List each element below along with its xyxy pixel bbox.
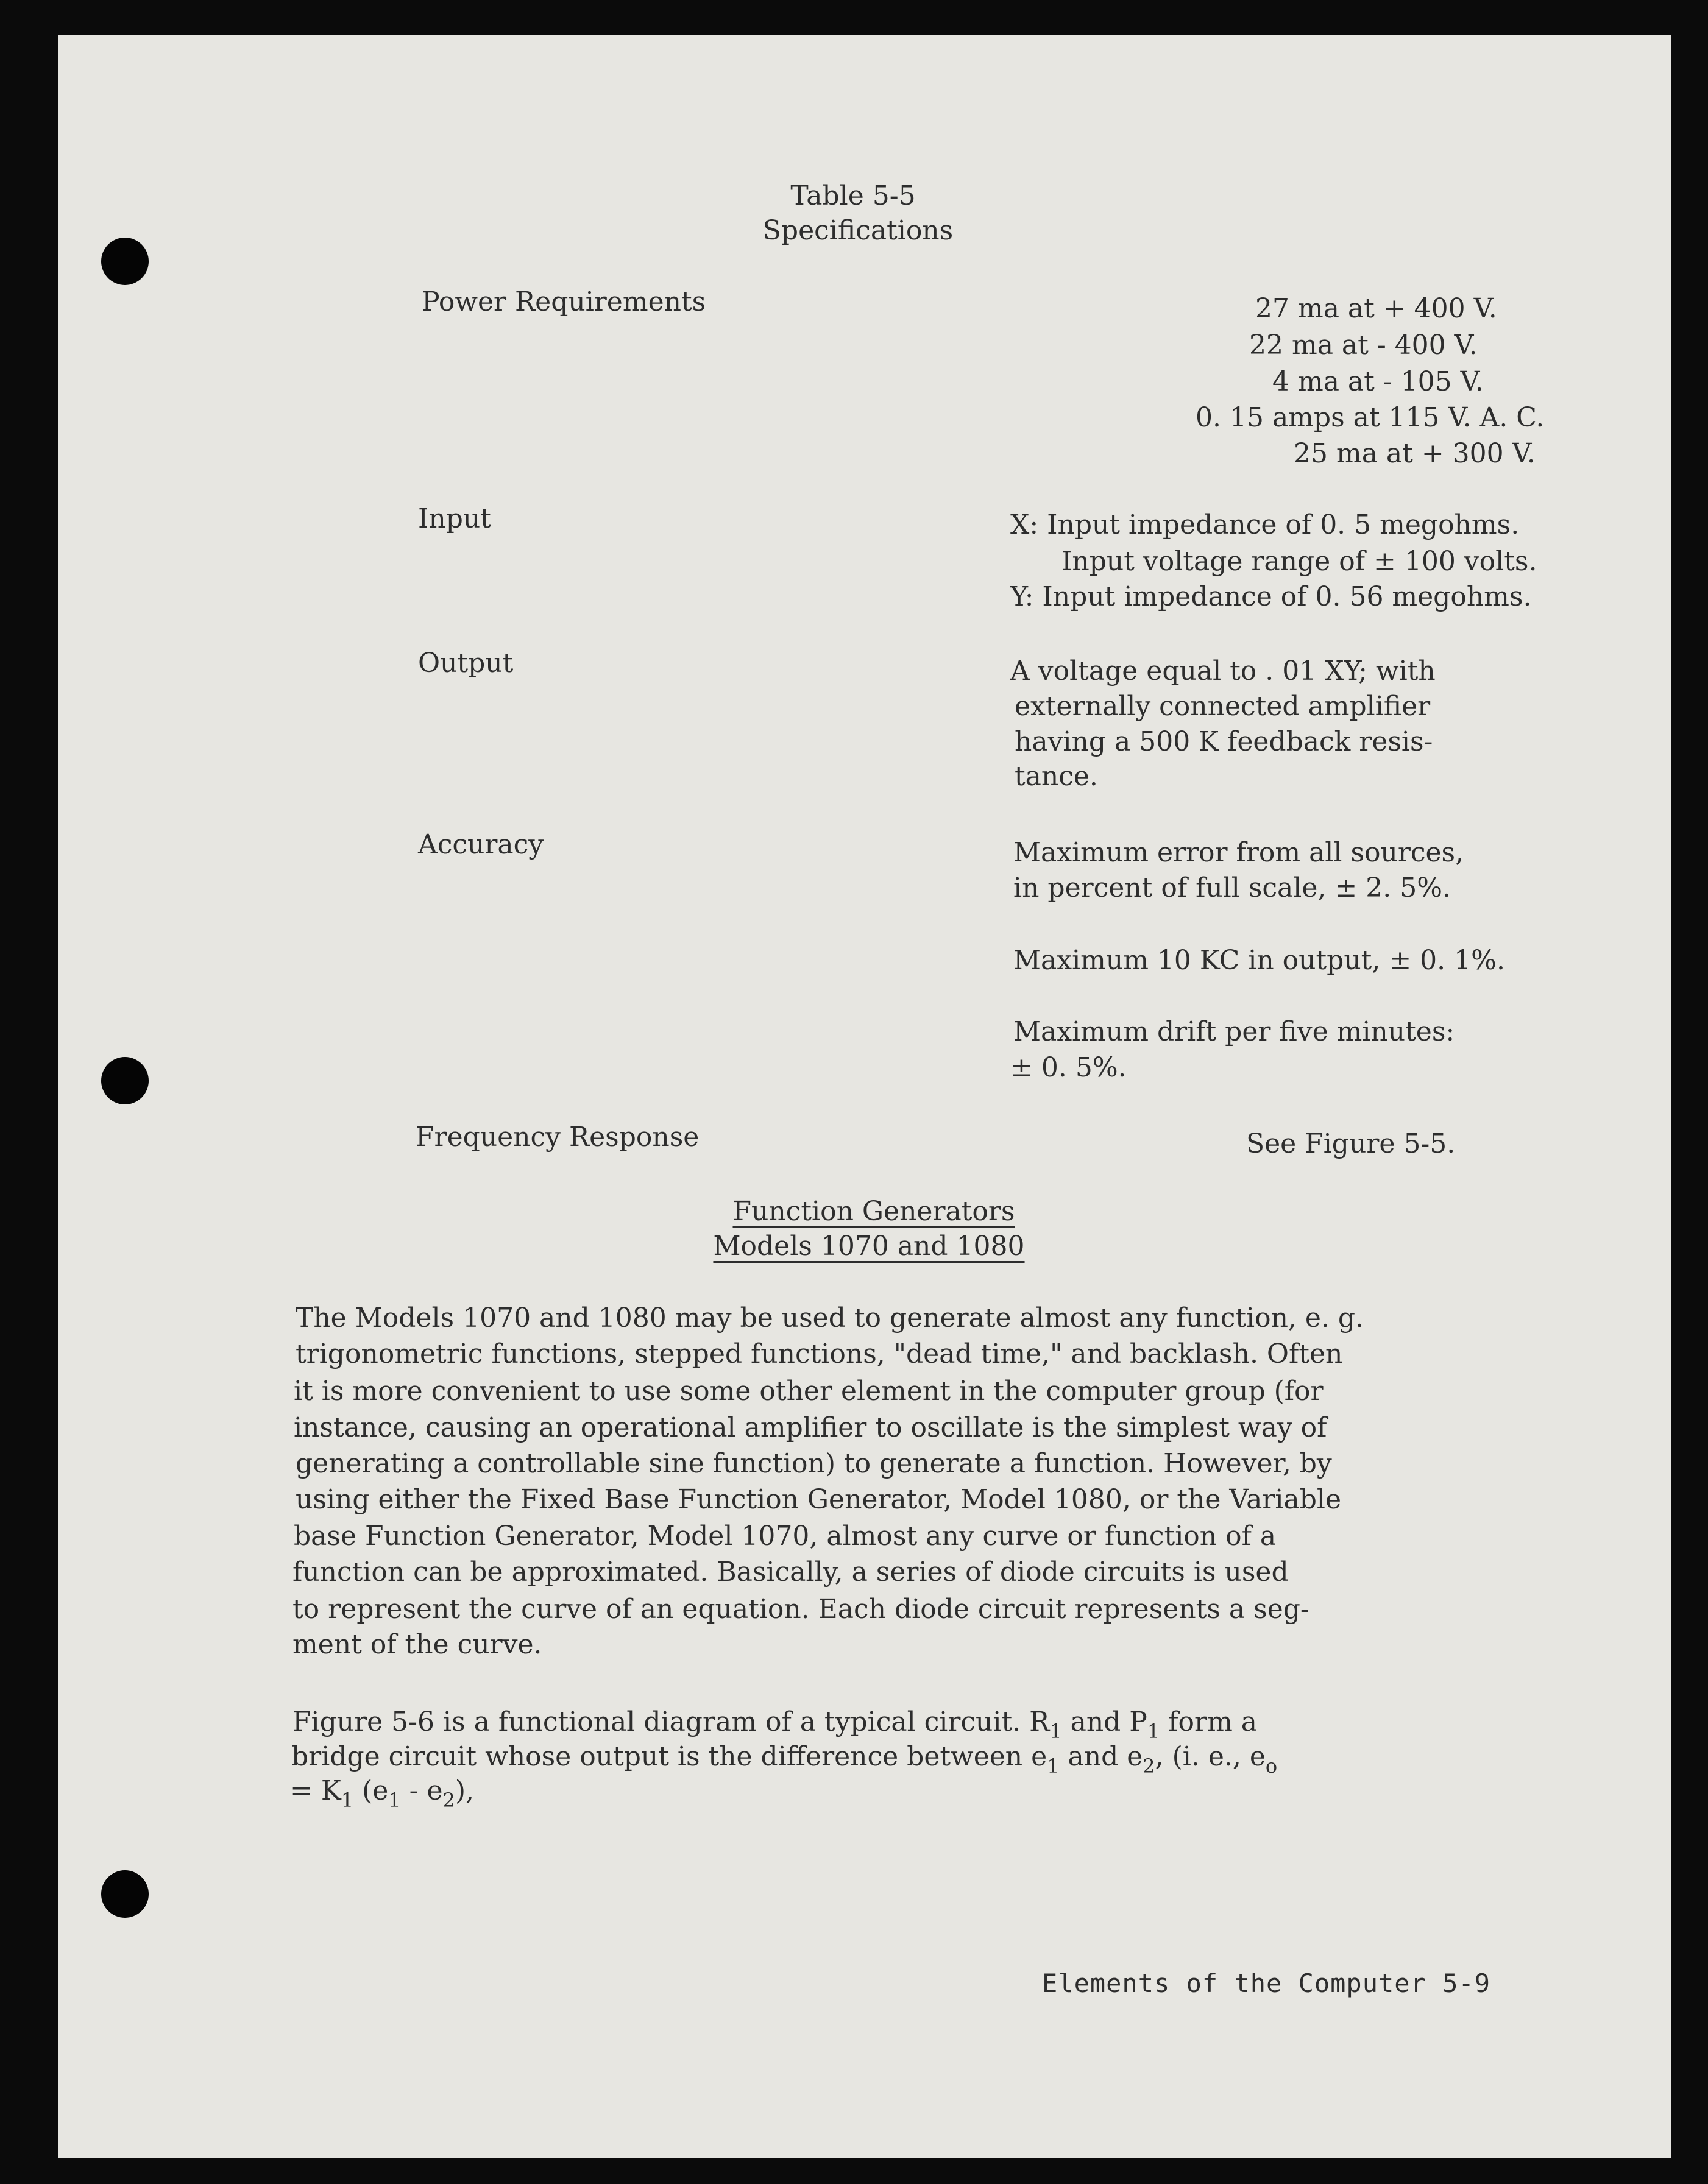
output-label: Output bbox=[418, 648, 514, 679]
binder-hole-bottom bbox=[101, 1870, 149, 1918]
paragraph-1-line: ment of the curve. bbox=[292, 1629, 542, 1660]
output-line-2: externally connected amplifier bbox=[1015, 691, 1431, 722]
accuracy-line-5: ± 0. 5%. bbox=[1010, 1052, 1127, 1083]
paragraph-1-line: trigonometric functions, stepped functions, "dead time," and backlash. Often bbox=[296, 1338, 1343, 1369]
table-subtitle: Specifications bbox=[762, 215, 954, 246]
paragraph-1-line: it is more convenient to use some other element in the computer group (for bbox=[294, 1376, 1324, 1407]
paragraph-1-line: generating a controllable sine function) to generate a function. However, by bbox=[296, 1448, 1332, 1479]
input-label: Input bbox=[418, 503, 491, 534]
accuracy-line-4: Maximum drift per five minutes: bbox=[1013, 1016, 1455, 1047]
power-value-5: 25 ma at + 300 V. bbox=[1294, 438, 1536, 469]
paragraph-1-line: instance, causing an operational amplifier to oscillate is the simplest way of bbox=[294, 1412, 1327, 1443]
paragraph-2-line-1: Figure 5-6 is a functional diagram of a typical circuit. $R_1$ and $P_1$ form a bbox=[292, 1706, 1258, 1743]
output-line-1: A voltage equal to . 01 XY; with bbox=[1010, 656, 1436, 687]
input-line-1: X: Input impedance of 0. 5 megohms. bbox=[1010, 509, 1520, 540]
paragraph-1-line: function can be approximated. Basically, a series of diode circuits is used bbox=[292, 1557, 1289, 1588]
page-footer: Elements of the Computer 5-9 bbox=[1042, 1968, 1491, 1998]
output-line-3: having a 500 K feedback resis- bbox=[1015, 726, 1433, 757]
table-title: Table 5-5 bbox=[790, 180, 916, 211]
paragraph-2-line-3: = $K_1$ $(e_1 - e_2)$, bbox=[290, 1775, 475, 1812]
paragraph-2-line-2: bridge circuit whose output is the difference between $e_1$ and $e_2$, (i. e., $e_o$ bbox=[291, 1741, 1278, 1778]
power-value-3: 4 ma at - 105 V. bbox=[1272, 366, 1484, 397]
frequency-value: See Figure 5-5. bbox=[1246, 1128, 1456, 1159]
accuracy-line-1: Maximum error from all sources, bbox=[1013, 837, 1464, 868]
power-value-2: 22 ma at - 400 V. bbox=[1249, 330, 1478, 361]
section-subheading: Models 1070 and 1080 bbox=[713, 1231, 1025, 1262]
accuracy-line-2: in percent of full scale, ± 2. 5%. bbox=[1013, 872, 1451, 903]
input-line-3: Y: Input impedance of 0. 56 megohms. bbox=[1010, 581, 1532, 612]
power-value-4: 0. 15 amps at 115 V. A. C. bbox=[1196, 402, 1545, 433]
paragraph-1-line: The Models 1070 and 1080 may be used to generate almost any function, e. g. bbox=[296, 1302, 1364, 1334]
input-line-2: Input voltage range of ± 100 volts. bbox=[1061, 546, 1537, 577]
paragraph-1-line: to represent the curve of an equation. Each diode circuit represents a seg- bbox=[292, 1594, 1309, 1625]
binder-hole-middle bbox=[101, 1057, 149, 1104]
power-value-1: 27 ma at + 400 V. bbox=[1255, 293, 1497, 324]
section-heading: Function Generators bbox=[732, 1196, 1015, 1227]
power-label: Power Requirements bbox=[422, 286, 706, 317]
output-line-4: tance. bbox=[1015, 761, 1098, 792]
binder-hole-top bbox=[101, 238, 149, 285]
accuracy-line-3: Maximum 10 KC in output, ± 0. 1%. bbox=[1013, 945, 1505, 976]
paragraph-1-line: using either the Fixed Base Function Generator, Model 1080, or the Variable bbox=[296, 1484, 1341, 1515]
paragraph-1-line: base Function Generator, Model 1070, almost any curve or function of a bbox=[294, 1521, 1277, 1552]
accuracy-label: Accuracy bbox=[418, 829, 544, 860]
frequency-label: Frequency Response bbox=[416, 1122, 700, 1153]
